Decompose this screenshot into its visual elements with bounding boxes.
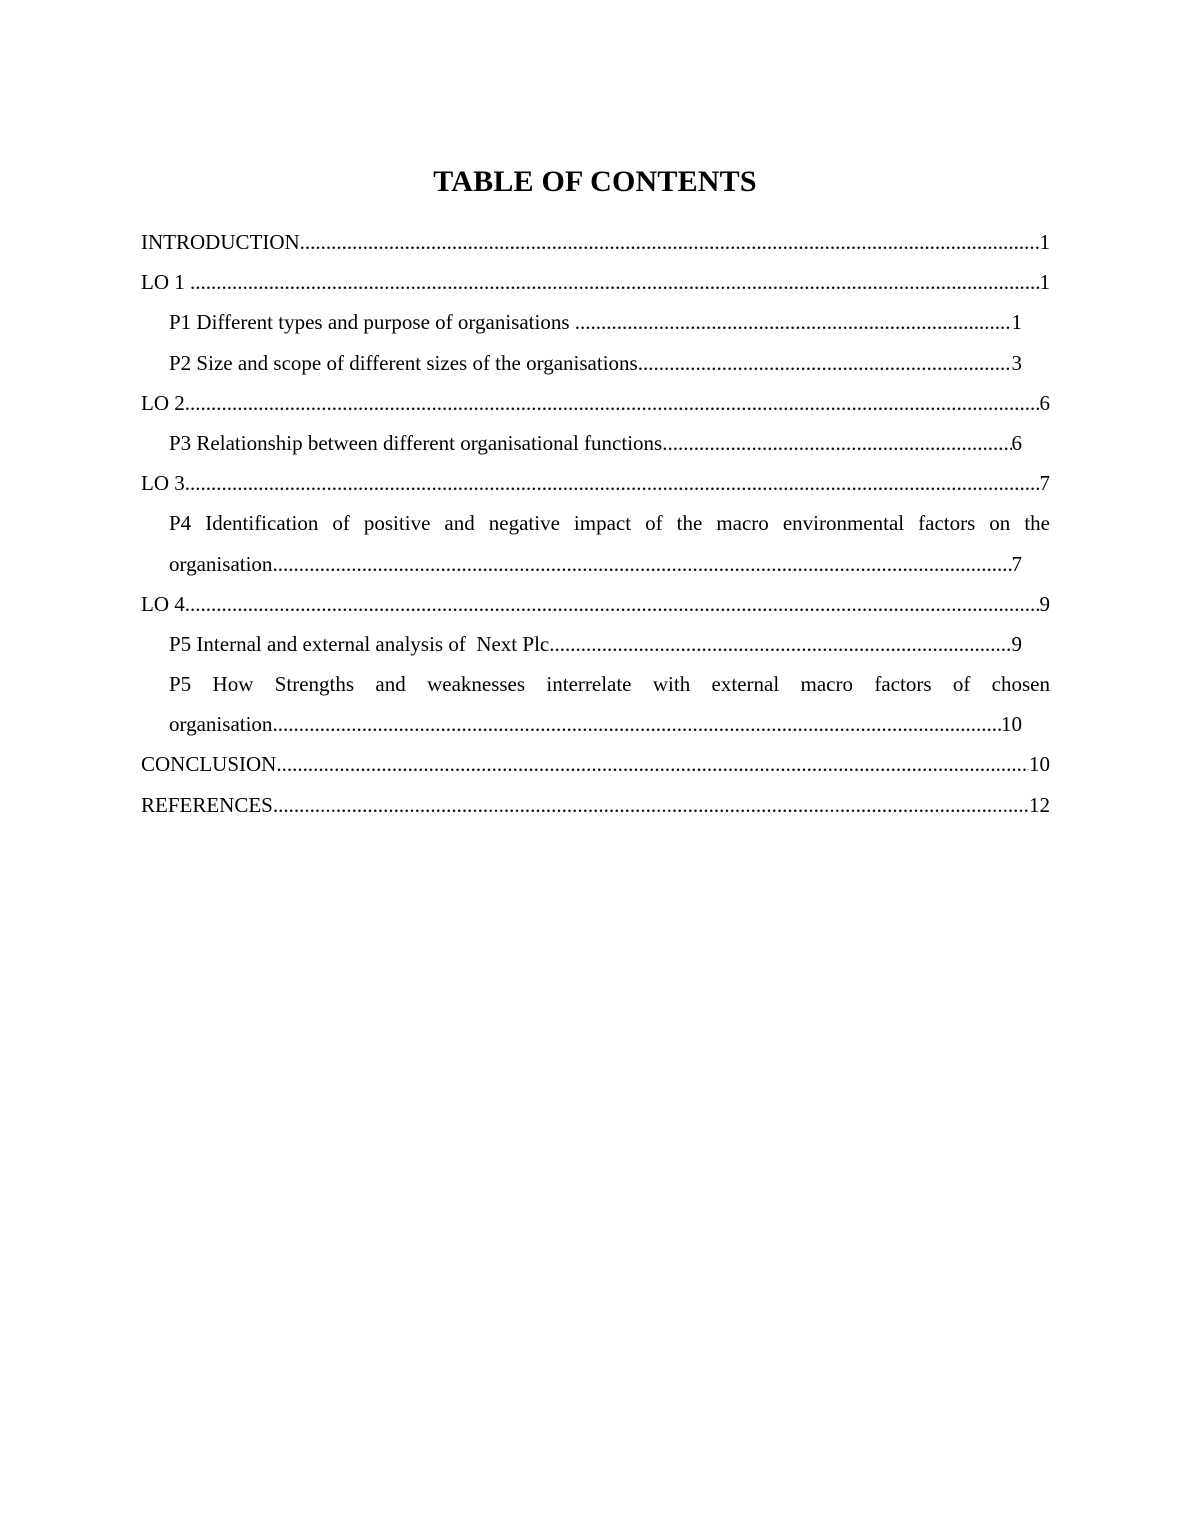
toc-entry-label-line1: P5 How Strengths and weaknesses interrelate with external macro factors of chosen — [169, 672, 1050, 697]
toc-entry-references[interactable] — [141, 785, 1050, 825]
toc-title: TABLE OF CONTENTS — [433, 165, 757, 198]
toc-entry-page: 9 — [1011, 631, 1022, 656]
toc-entry-page: 10 — [1029, 752, 1050, 777]
toc-entry-label: LO 1 — [141, 270, 190, 295]
toc-entry-page: 7 — [1039, 471, 1050, 496]
toc-entry-continuation — [169, 704, 1022, 744]
toc-entry-lo4[interactable] — [141, 584, 1050, 624]
toc-entry-label-line2: organisation — [169, 712, 273, 737]
toc-entry-p1[interactable] — [169, 302, 1022, 342]
toc-entry-label: P5 Internal and external analysis of Next Plc — [169, 631, 550, 656]
toc-entry-label: P1 Different types and purpose of organisations — [169, 310, 575, 335]
toc-entry-label: REFERENCES — [141, 792, 273, 817]
toc-entry-conclusion[interactable] — [141, 744, 1050, 784]
toc-entry-lo2[interactable] — [141, 383, 1050, 423]
toc-entry-label: INTRODUCTION — [141, 230, 300, 254]
toc-entry-p3[interactable] — [169, 423, 1022, 463]
toc-entry-continuation — [169, 544, 1022, 584]
table-of-contents — [141, 222, 1050, 825]
dot-leader — [549, 624, 1011, 664]
toc-entry-p4[interactable] — [141, 503, 1050, 583]
dot-leader — [300, 222, 1040, 262]
toc-entry-page: 1 — [1039, 230, 1050, 254]
toc-entry-page: 6 — [1039, 390, 1050, 415]
toc-entry-label: P2 Size and scope of different sizes of the organisations — [169, 350, 638, 375]
toc-entry-p5-analysis[interactable] — [169, 624, 1022, 664]
toc-entry-page: 7 — [1011, 551, 1022, 576]
toc-entry-label-line2: organisation — [169, 551, 273, 576]
toc-entry-introduction[interactable] — [141, 222, 1050, 262]
toc-entry-label: LO 2 — [141, 390, 185, 415]
toc-entry-lo1[interactable] — [141, 262, 1050, 302]
dot-leader — [185, 383, 1040, 423]
dot-leader — [662, 423, 1011, 463]
dot-leader — [272, 544, 1011, 584]
dot-leader — [190, 262, 1040, 302]
toc-entry-label: LO 3 — [141, 471, 185, 496]
toc-entry-page: 1 — [1011, 310, 1022, 335]
dot-leader — [276, 744, 1029, 784]
toc-entry-p5-strengths[interactable] — [141, 664, 1050, 744]
dot-leader — [273, 785, 1029, 825]
toc-entry-page: 1 — [1039, 270, 1050, 295]
toc-entry-page: 3 — [1011, 350, 1022, 375]
toc-entry-label: CONCLUSION — [141, 752, 277, 777]
dot-leader — [575, 302, 1012, 342]
toc-entry-page: 12 — [1029, 792, 1050, 817]
dot-leader — [185, 463, 1040, 503]
toc-entry-label-line1: P4 Identification of positive and negative impact of the macro environmental factors on the — [169, 511, 1050, 536]
toc-entry-page: 6 — [1011, 430, 1022, 455]
dot-leader — [638, 343, 1012, 383]
toc-entry-label: P3 Relationship between different organisational functions — [169, 430, 663, 455]
toc-entry-label: LO 4 — [141, 591, 185, 616]
toc-entry-page: 9 — [1039, 591, 1050, 616]
toc-entry-lo3[interactable] — [141, 463, 1050, 503]
toc-entry-p2[interactable] — [169, 343, 1022, 383]
toc-entry-page: 10 — [1001, 712, 1022, 737]
dot-leader — [272, 704, 1001, 744]
dot-leader — [185, 584, 1040, 624]
